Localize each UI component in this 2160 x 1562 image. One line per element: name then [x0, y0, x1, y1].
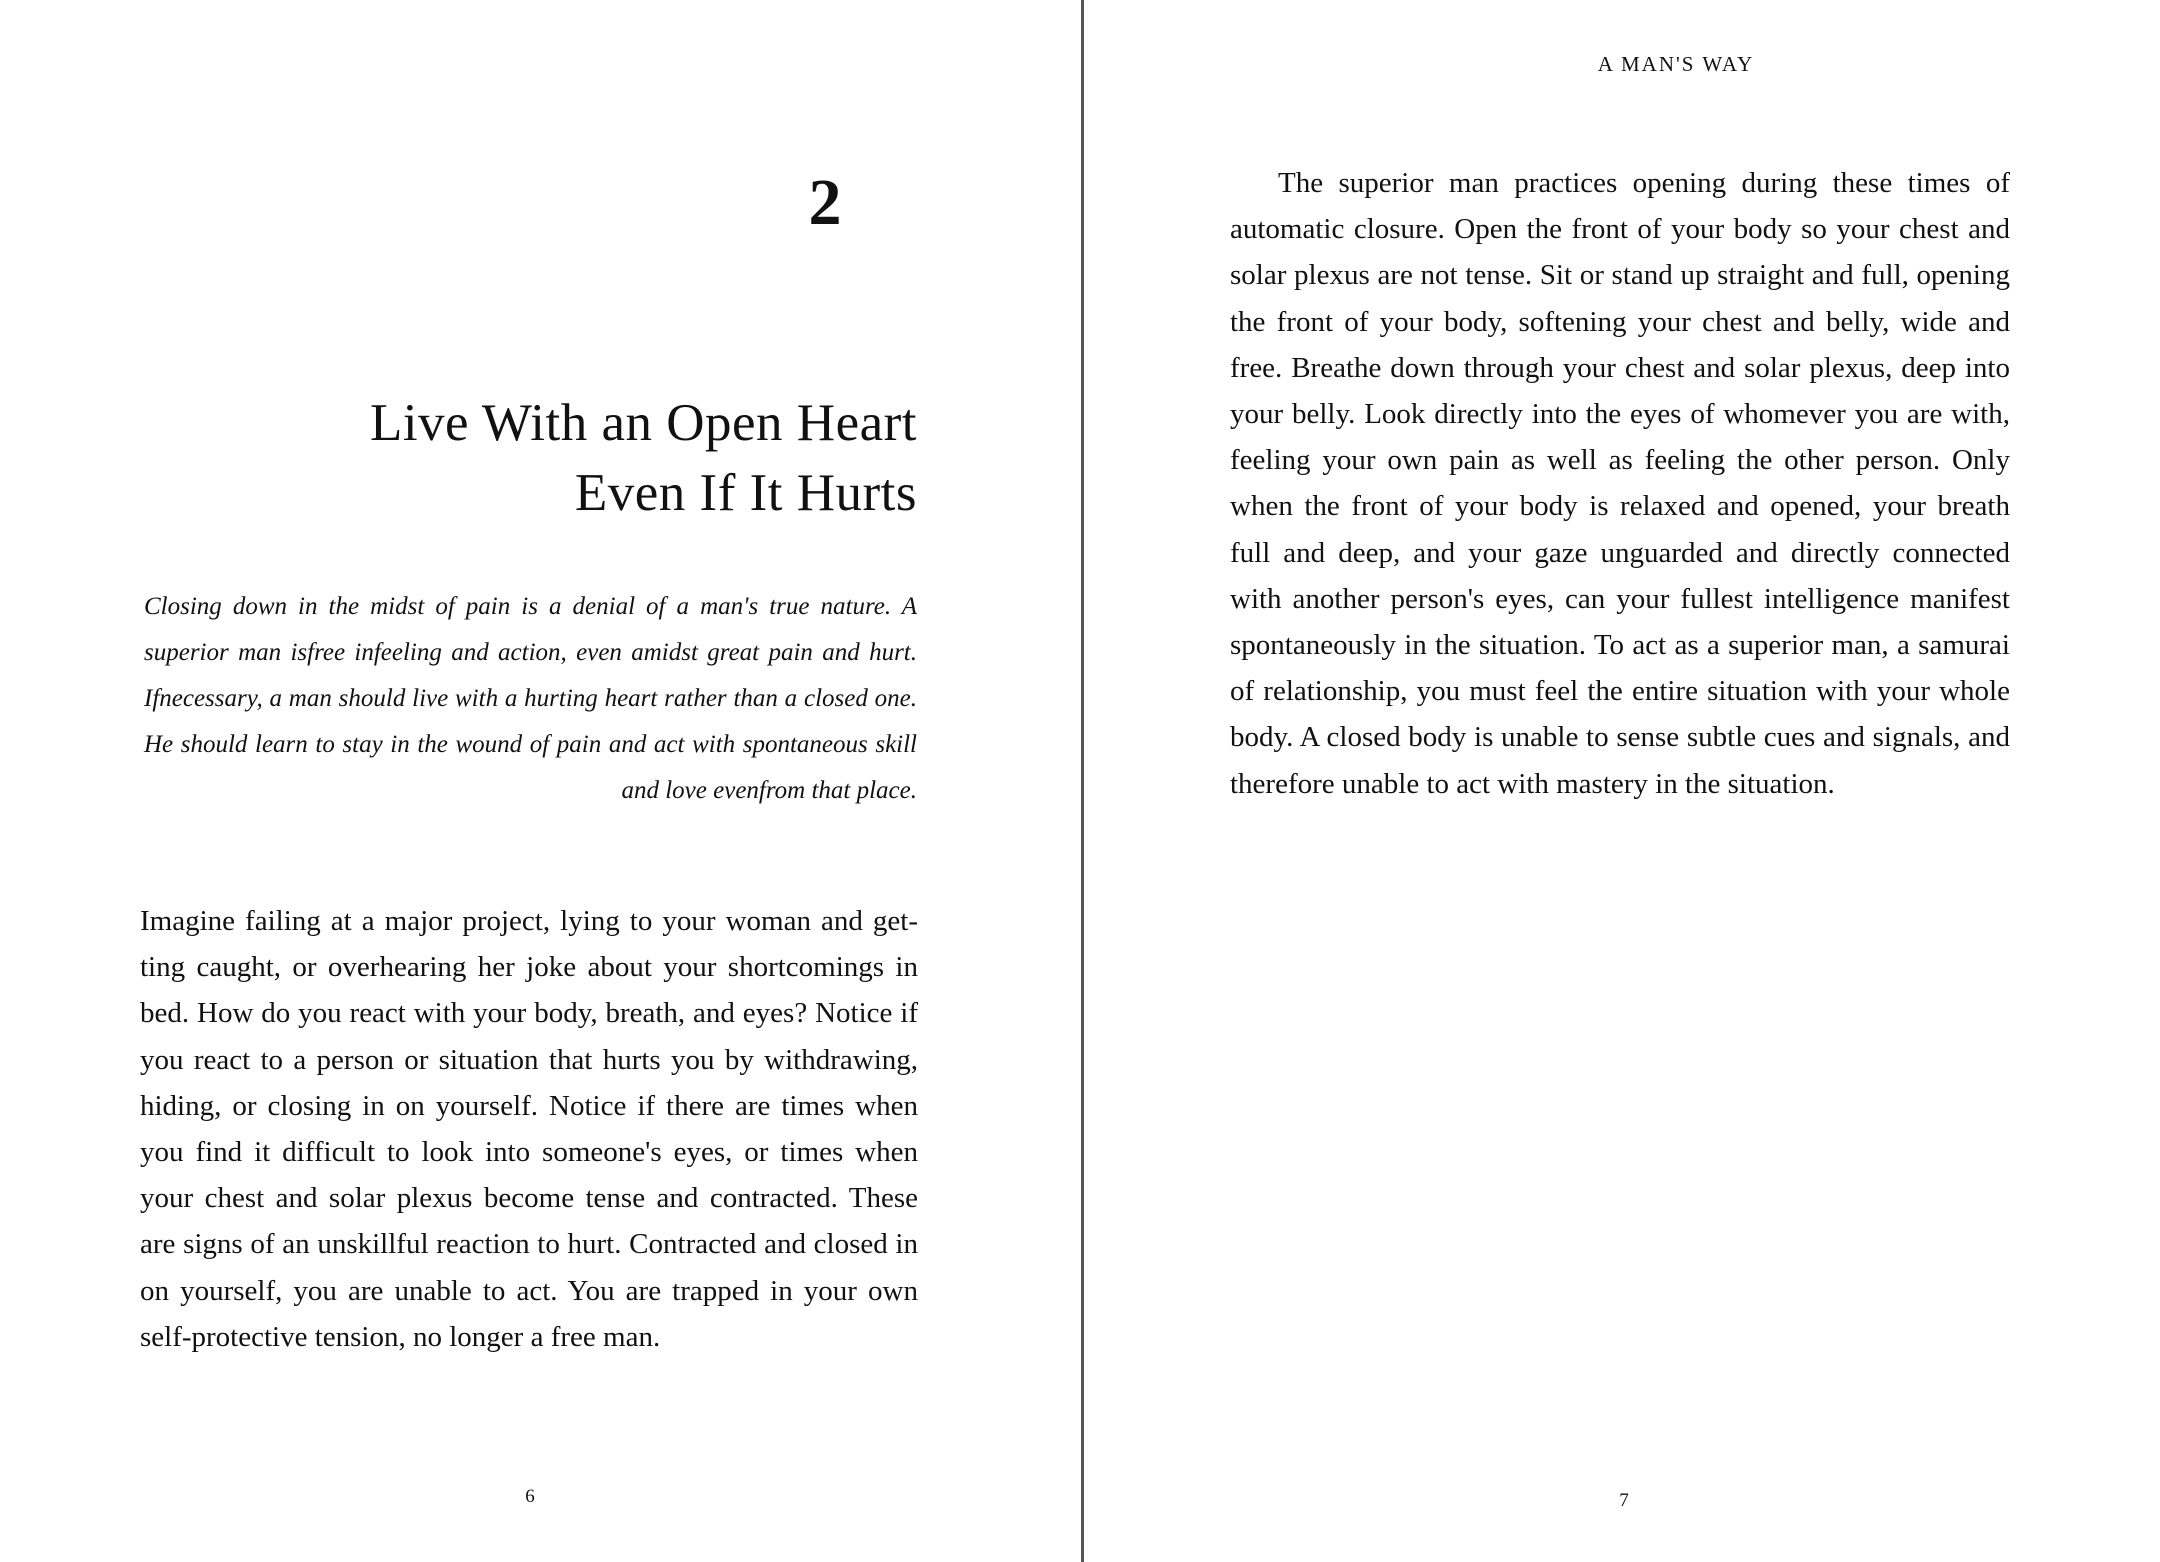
chapter-epigraph: Closing down in the midst of pain is a denial of a man's true nature. A superior man isfree infeeling and action, even amidst great pain and hurt. Ifnecessary, a man should live with a hurting heart rather than a closed one. He should learn to stay in the wound of pain and act with spontaneous skill and love evenfrom that place. [144, 593, 917, 804]
chapter-title-line-2: Even If It Hurts [574, 464, 917, 522]
right-body-paragraph: The superior man practices opening during these times of automatic closure. Open the front of your body so your chest and solar plexus are not tense. Sit or stand up straight and full, opening the front of your body, softening your chest and belly, wide and free. Breathe down through your chest and solar plexus, deep into your belly. Look directly into the eyes of whomever you are with, feeling your own pain as well as feeling the other person. Only when the front of your body is relaxed and opened, your breath full and deep, and your gaze unguarded and directly connected with another person's eyes, can your fullest intelligence manifest spontaneously in the situation. To act as a superior man, a samurai of relationship, you must feel the entire situation with your whole body. A closed body is unable to sense subtle cues and signals, and therefore unable to act with mastery in the situation. [1230, 167, 2010, 800]
right-page-number: 7 [1619, 1490, 1629, 1511]
chapter-title-line-1: Live With an Open Heart [369, 394, 917, 452]
chapter-title [157, 388, 917, 528]
left-body-paragraph: Imagine failing at a major project, lying to your woman and getting caught, or overhearing her joke about your shortcomings in bed. How do you react with your body, breath, and eyes? Notice if you react to a person or situation that hurts you by withdrawing, hiding, or closing in on yourself. Notice if there are times when you find it difficult to look into someone's eyes, or times when your chest and solar plexus become tense and contracted. These are signs of an unskillful reaction to hurt. Contracted and closed in on yourself, you are unable to act. You are trapped in your own self-protective tension, no longer a free man. [140, 905, 918, 1353]
running-head: A MAN'S WAY [1597, 52, 1755, 76]
chapter-number: 2 [808, 166, 842, 239]
right-page [1084, 0, 2160, 1562]
left-page-number: 6 [525, 1486, 535, 1507]
